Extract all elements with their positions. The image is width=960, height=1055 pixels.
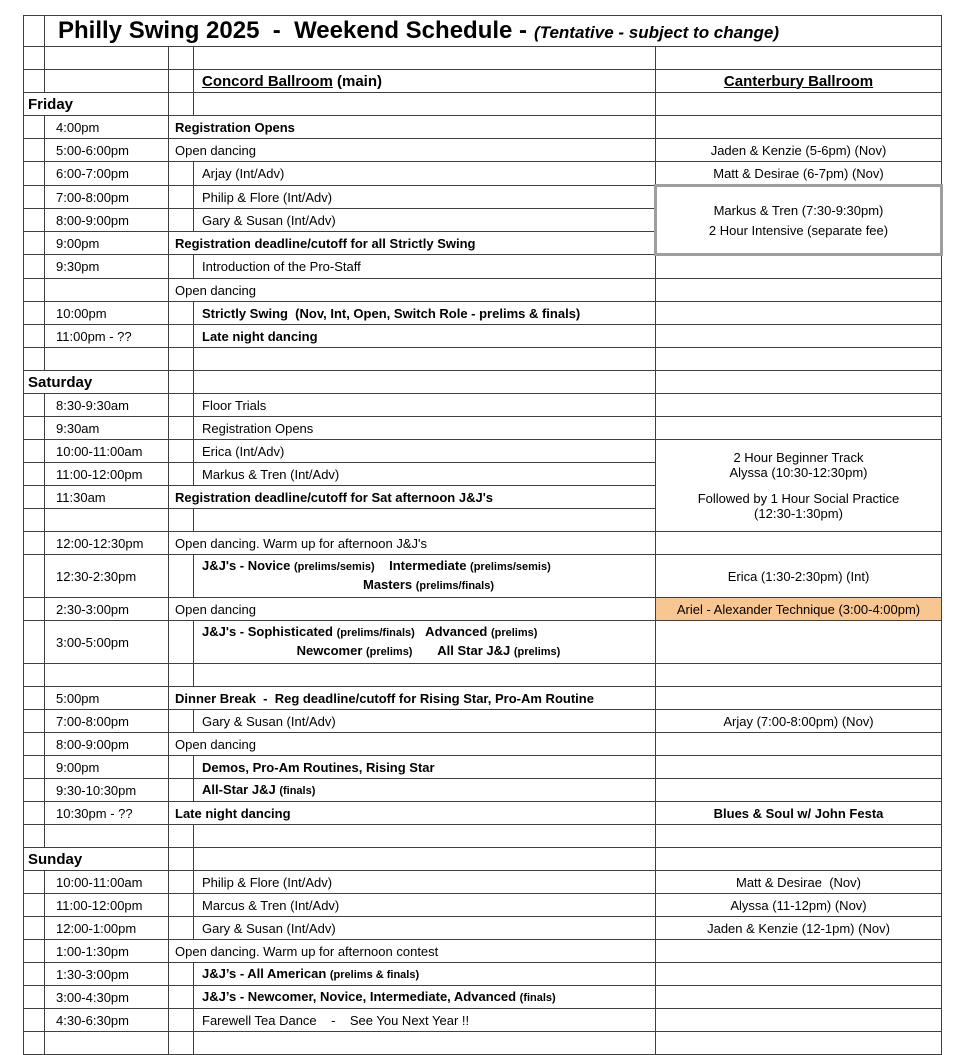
time-cell: 1:00-1:30pm [45,940,169,963]
grid-cell [24,1032,45,1055]
table-row [24,687,942,710]
grid-cell [24,532,45,555]
event-segment: (finals) [519,991,556,1004]
time-cell: 9:00pm [45,232,169,255]
grid-cell [169,894,194,917]
grid-cell [656,116,942,139]
grid-cell [194,348,656,371]
table-row [24,986,942,1009]
grid-cell [24,1009,45,1032]
grid-cell [656,621,942,664]
event-segment: Newcomer [296,643,367,658]
grid-cell [24,555,45,598]
grid-cell [24,394,45,417]
event-cell: Open dancing [169,598,656,621]
grid-cell [656,848,942,871]
event-segment: All-Star J&J [202,781,280,797]
day-row [24,848,942,871]
time-cell: 8:00-9:00pm [45,733,169,756]
grid-cell [24,302,45,325]
grid-cell [656,756,942,779]
grid-cell [656,93,942,116]
grid-cell [169,70,194,93]
time-cell [45,279,169,302]
grid-cell [24,16,45,47]
grid-cell [24,116,45,139]
grid-cell [656,325,942,348]
grid-cell [45,47,169,70]
grid-cell [656,963,942,986]
event-segment: All Star J&J [412,643,514,658]
canterbury-cell: Jaden & Kenzie (5-6pm) (Nov) [656,139,942,162]
table-row [24,302,942,325]
event-cell: Dinner Break - Reg deadline/cutoff for Rising Star, Pro-Am Routine [169,687,656,710]
time-cell: 8:00-9:00pm [45,209,169,232]
grid-cell [45,70,169,93]
time-cell: 6:00-7:00pm [45,162,169,186]
grid-cell [169,162,194,186]
table-row [24,917,942,940]
grid-cell [24,802,45,825]
spacer-row [24,47,942,70]
canterbury-name: Canterbury Ballroom [723,72,874,90]
time-cell: 11:00-12:00pm [45,463,169,486]
grid-cell [656,733,942,756]
event-segment: J&J's - Sophisticated [202,624,337,639]
grid-cell [656,371,942,394]
grid-cell [24,779,45,802]
time-cell: 11:00-12:00pm [45,894,169,917]
grid-cell [24,986,45,1009]
time-cell: 9:30pm [45,255,169,279]
time-cell: 7:00-8:00pm [45,186,169,209]
canterbury-line: Markus & Tren (7:30-9:30pm) [713,202,884,218]
table-row [24,871,942,894]
grid-cell [656,302,942,325]
time-cell: 12:00-1:00pm [45,917,169,940]
time-cell: 12:30-2:30pm [45,555,169,598]
concord-suffix: (main) [332,72,383,90]
canterbury-line: (12:30-1:30pm) [754,506,843,521]
table-row [24,1009,942,1032]
grid-cell [169,1009,194,1032]
table-row [24,555,942,598]
grid-cell [45,825,169,848]
canterbury-cell: Alyssa (11-12pm) (Nov) [656,894,942,917]
grid-cell [656,664,942,687]
grid-cell [24,440,45,463]
grid-cell [24,621,45,664]
grid-cell [24,917,45,940]
event-cell: Strictly Swing (Nov, Int, Open, Switch Role - prelims & finals) [194,302,656,325]
day-row [24,93,942,116]
time-cell: 5:00pm [45,687,169,710]
grid-cell [194,664,656,687]
grid-cell [24,279,45,302]
event-segment: Masters [363,577,416,592]
grid-cell [24,209,45,232]
spacer-row [24,348,942,371]
event-cell: Erica (Int/Adv) [194,440,656,463]
table-row [24,598,942,621]
grid-cell [169,825,194,848]
grid-cell [45,664,169,687]
grid-cell [24,710,45,733]
spacer-row [24,825,942,848]
grid-cell [45,348,169,371]
time-cell: 11:00pm - ?? [45,325,169,348]
grid-cell [24,325,45,348]
table-row [24,139,942,162]
grid-cell [194,1032,656,1055]
grid-cell [24,186,45,209]
grid-cell [656,394,942,417]
event-cell: Introduction of the Pro-Staff [194,255,656,279]
grid-cell [45,509,169,532]
time-cell: 10:00-11:00am [45,871,169,894]
grid-cell [24,894,45,917]
grid-cell [656,255,942,279]
grid-cell [24,255,45,279]
event-cell: Gary & Susan (Int/Adv) [194,710,656,733]
grid-cell [24,232,45,255]
grid-cell [24,463,45,486]
event-cell: Late night dancing [194,325,656,348]
grid-cell [169,848,194,871]
grid-cell [169,986,194,1009]
event-segment: J&J’s - Newcomer, Novice, Intermediate, Advanced [202,988,520,1004]
table-row [24,710,942,733]
event-cell: Arjay (Int/Adv) [194,162,656,186]
grid-cell [169,440,194,463]
event-cell [194,621,656,664]
canterbury-cell: Erica (1:30-2:30pm) (Int) [656,555,942,598]
event-cell: Philip & Flore (Int/Adv) [194,871,656,894]
table-row [24,733,942,756]
grid-cell [24,963,45,986]
event-segment: (finals) [279,784,316,797]
table-row [24,802,942,825]
event-cell: Open dancing [169,139,656,162]
grid-cell [45,1032,169,1055]
grid-cell [169,621,194,664]
grid-cell [24,509,45,532]
canterbury-cell: Jaden & Kenzie (12-1pm) (Nov) [656,917,942,940]
schedule-table [23,15,943,1055]
event-cell: Open dancing [169,279,656,302]
grid-cell [656,825,942,848]
spacer-row [24,664,942,687]
canterbury-cell [656,440,942,532]
grid-cell [169,509,194,532]
grid-cell [169,93,194,116]
grid-cell [656,940,942,963]
grid-cell [169,1032,194,1055]
grid-cell [169,47,194,70]
time-cell: 3:00-4:30pm [45,986,169,1009]
day-header: Friday [24,93,169,116]
event-segment: (prelims/finals) [415,580,494,592]
grid-cell [656,687,942,710]
grid-cell [24,162,45,186]
grid-cell [656,1009,942,1032]
event-cell: Farewell Tea Dance - See You Next Year !! [194,1009,656,1032]
title-subtitle: (Tentative - subject to change) [534,23,779,42]
canterbury-cell: Arjay (7:00-8:00pm) (Nov) [656,710,942,733]
event-cell: Gary & Susan (Int/Adv) [194,917,656,940]
time-cell: 4:00pm [45,116,169,139]
time-cell: 10:00pm [45,302,169,325]
table-row [24,621,942,664]
event-segment: J&J’s - All American [202,965,330,981]
grid-cell [656,779,942,802]
grid-cell [194,93,656,116]
time-cell: 5:00-6:00pm [45,139,169,162]
event-line [202,988,655,1007]
table-row [24,255,942,279]
grid-cell [656,532,942,555]
grid-cell [656,47,942,70]
time-cell: 9:30am [45,417,169,440]
day-header: Saturday [24,371,169,394]
grid-cell [169,325,194,348]
grid-cell [24,871,45,894]
schedule-page [23,15,943,1055]
grid-cell [169,756,194,779]
grid-cell [656,986,942,1009]
table-row [24,963,942,986]
grid-cell [194,509,656,532]
event-cell: Open dancing [169,733,656,756]
grid-cell [24,664,45,687]
grid-cell [169,302,194,325]
grid-cell [24,825,45,848]
time-cell: 3:00-5:00pm [45,621,169,664]
intensive-box-cell [656,186,942,255]
grid-cell [169,963,194,986]
canterbury-line: Alyssa (10:30-12:30pm) [729,465,868,480]
table-row [24,162,942,186]
grid-cell [169,348,194,371]
event-line [202,965,655,984]
grid-cell [24,47,45,70]
grid-cell [656,417,942,440]
canterbury-line: 2 Hour Beginner Track [733,450,864,465]
event-segment: J&J's - Novice [202,558,294,573]
table-row [24,779,942,802]
grid-cell [24,417,45,440]
event-line [202,576,655,595]
event-segment: (prelims) [366,646,413,658]
page-title [45,16,942,47]
table-row [24,440,942,463]
time-cell: 4:30-6:30pm [45,1009,169,1032]
header-row [24,70,942,93]
spacer-row [24,1032,942,1055]
time-cell: 12:00-12:30pm [45,532,169,555]
grid-cell [169,917,194,940]
table-row [24,116,942,139]
event-cell [194,555,656,598]
table-row [24,417,942,440]
time-cell: 9:30-10:30pm [45,779,169,802]
event-cell: Markus & Tren (Int/Adv) [194,463,656,486]
time-cell: 7:00-8:00pm [45,710,169,733]
event-cell: Late night dancing [169,802,656,825]
grid-cell [169,463,194,486]
event-cell: Philip & Flore (Int/Adv) [194,186,656,209]
event-cell: Registration Opens [169,116,656,139]
concord-header [194,70,656,93]
table-row [24,325,942,348]
grid-cell [194,371,656,394]
event-segment: Intermediate [374,558,471,573]
event-cell [194,986,656,1009]
canterbury-cell: Matt & Desirae (6-7pm) (Nov) [656,162,942,186]
event-segment: (prelims/semis) [470,561,551,573]
table-row [24,756,942,779]
table-row [24,940,942,963]
grid-cell [169,371,194,394]
event-cell: Registration deadline/cutoff for all Strictly Swing [169,232,656,255]
event-cell: Floor Trials [194,394,656,417]
grid-cell [169,710,194,733]
grid-cell [169,555,194,598]
canterbury-line: 2 Hour Intensive (separate fee) [708,222,889,238]
event-line [202,557,655,576]
table-row [24,894,942,917]
grid-cell [24,756,45,779]
event-line [202,642,655,661]
time-cell: 10:30pm - ?? [45,802,169,825]
canterbury-line: Followed by 1 Hour Social Practice [697,491,900,506]
event-cell: Gary & Susan (Int/Adv) [194,209,656,232]
time-cell: 1:30-3:00pm [45,963,169,986]
grid-cell [194,848,656,871]
event-cell [194,779,656,802]
time-cell: 2:30-3:00pm [45,598,169,621]
grid-cell [24,70,45,93]
grid-cell [656,279,942,302]
canterbury-cell: Blues & Soul w/ John Festa [656,802,942,825]
table-row [24,394,942,417]
grid-cell [169,779,194,802]
grid-cell [169,186,194,209]
grid-cell [169,255,194,279]
event-cell [194,963,656,986]
event-segment: (prelims) [513,646,561,658]
time-cell: 11:30am [45,486,169,509]
grid-cell [169,417,194,440]
table-row [24,532,942,555]
time-cell: 9:00pm [45,756,169,779]
grid-cell [24,940,45,963]
grid-cell [169,871,194,894]
time-cell: 8:30-9:30am [45,394,169,417]
event-cell: Open dancing. Warm up for afternoon contest [169,940,656,963]
event-segment: (prelims/finals) [336,627,415,639]
line-gap [656,480,941,491]
grid-cell [169,664,194,687]
grid-cell [24,139,45,162]
concord-name: Concord Ballroom [202,72,333,90]
grid-cell [24,348,45,371]
event-line [202,623,655,642]
event-cell: Registration Opens [194,417,656,440]
highlighted-cell: Ariel - Alexander Technique (3:00-4:00pm) [656,598,942,621]
time-cell: 10:00-11:00am [45,440,169,463]
grid-cell [24,486,45,509]
grid-cell [194,47,656,70]
day-row [24,371,942,394]
grid-cell [24,598,45,621]
event-cell: Open dancing. Warm up for afternoon J&J's [169,532,656,555]
table-row [24,186,942,209]
grid-cell [24,687,45,710]
event-segment: (prelims/semis) [293,561,375,573]
event-cell: Marcus & Tren (Int/Adv) [194,894,656,917]
grid-cell [169,209,194,232]
event-segment: Advanced [414,624,491,639]
grid-cell [656,348,942,371]
event-cell: Demos, Pro-Am Routines, Rising Star [194,756,656,779]
canterbury-cell: Matt & Desirae (Nov) [656,871,942,894]
grid-cell [656,1032,942,1055]
event-segment: (prelims) [490,627,538,639]
grid-cell [169,394,194,417]
title-row [24,16,942,47]
grid-cell [194,825,656,848]
event-segment: (prelims & finals) [329,968,420,981]
canterbury-header [656,70,942,93]
title-text: Philly Swing 2025 - Weekend Schedule - [58,17,528,44]
day-header: Sunday [24,848,169,871]
event-line [202,781,655,800]
grid-cell [24,733,45,756]
event-cell: Registration deadline/cutoff for Sat afternoon J&J's [169,486,656,509]
table-row [24,279,942,302]
